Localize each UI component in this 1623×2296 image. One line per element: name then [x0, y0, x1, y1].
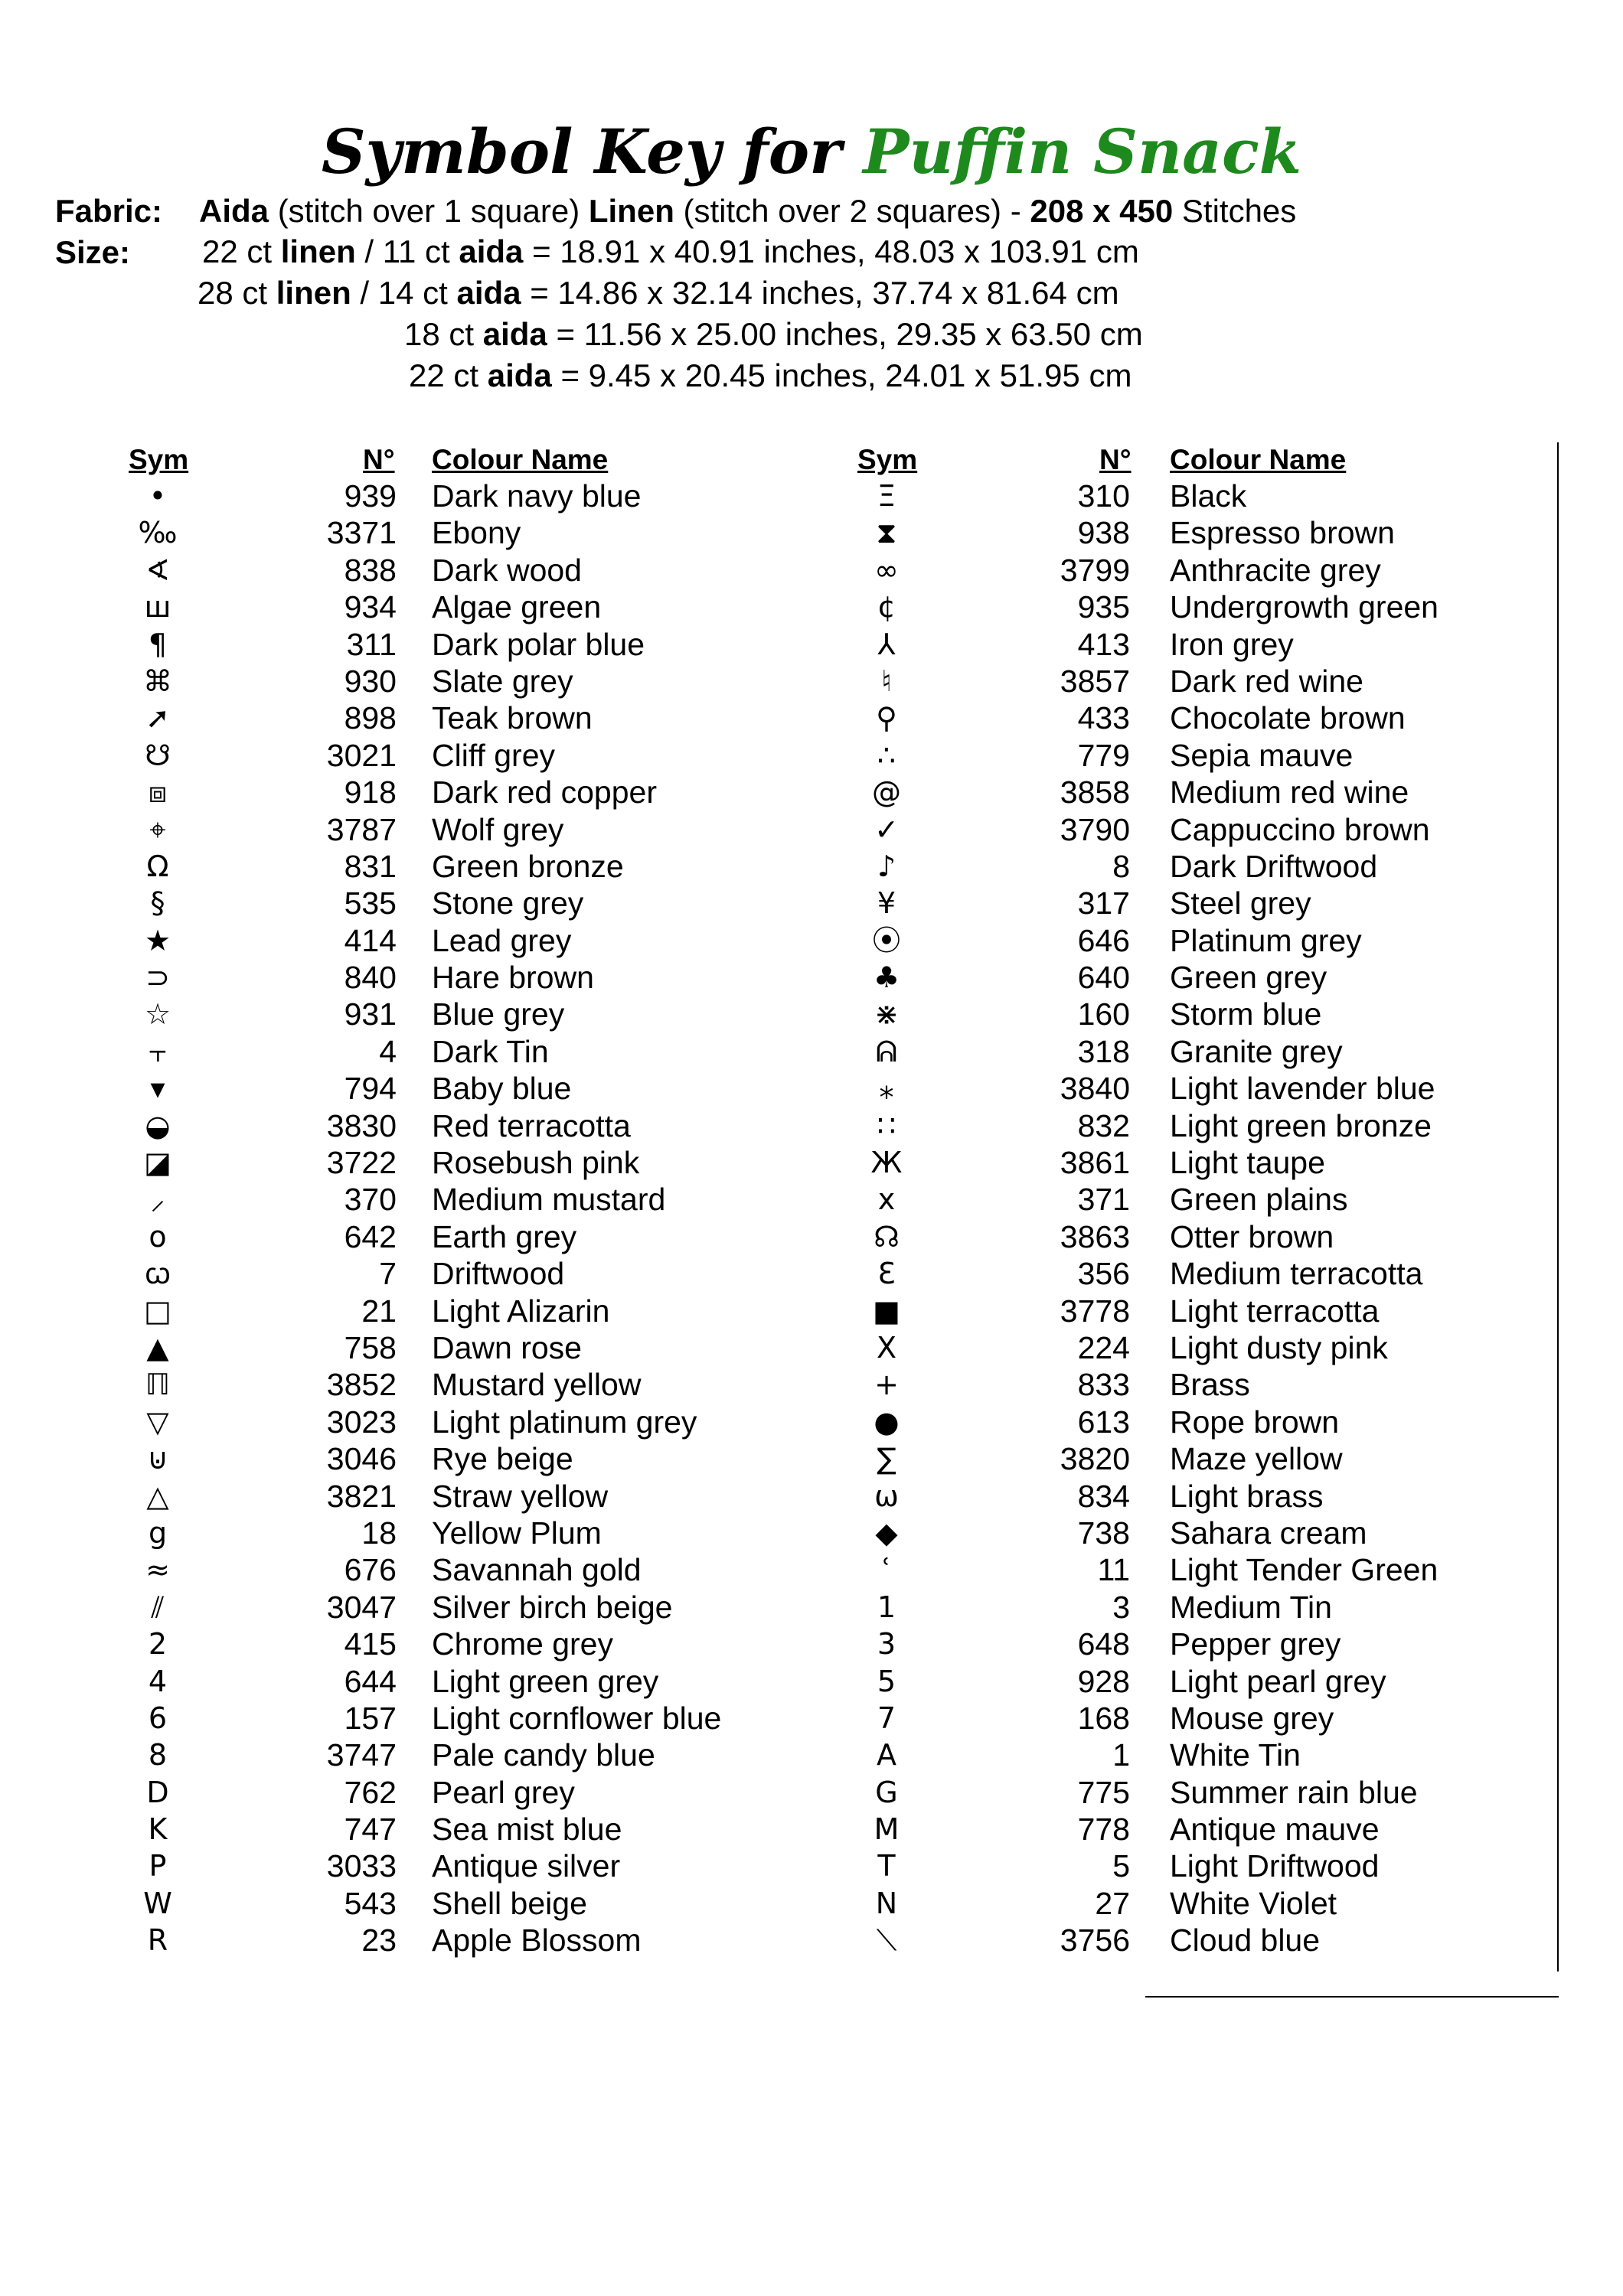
symbol-glyph: ꞷ — [144, 1257, 171, 1291]
colour-name: Green bronze — [432, 848, 624, 884]
symbol-glyph: ¥ — [877, 886, 896, 921]
colour-name: Light Alizarin — [432, 1293, 610, 1329]
colour-name: Platinum grey — [1170, 922, 1362, 958]
thread-number: 370 — [344, 1182, 397, 1218]
symbol-glyph: X — [876, 1330, 897, 1365]
left-header-num: N° — [363, 444, 395, 475]
thread-number: 931 — [344, 996, 397, 1032]
left-header-sym: Sym — [129, 444, 189, 475]
thread-number: 3 — [1112, 1589, 1130, 1625]
thread-number: 935 — [1077, 589, 1130, 625]
thread-number: 3821 — [326, 1478, 397, 1514]
colour-name: Mustard yellow — [432, 1367, 642, 1403]
colour-name: Espresso brown — [1170, 515, 1395, 551]
thread-number: 640 — [1077, 960, 1130, 996]
right-header-sym: Sym — [857, 444, 918, 475]
thread-number: 18 — [361, 1515, 397, 1551]
symbol-glyph: ✓ — [874, 812, 899, 846]
thread-number: 5 — [1112, 1848, 1130, 1884]
symbol-glyph: G — [875, 1775, 898, 1809]
colour-name: Ebony — [432, 515, 521, 551]
symbol-glyph: 6 — [148, 1701, 168, 1735]
thread-number: 778 — [1077, 1812, 1130, 1848]
thread-number: 413 — [1077, 626, 1130, 662]
colour-name: Rosebush pink — [432, 1145, 640, 1181]
symbol-glyph: ➚ — [145, 701, 170, 735]
colour-name: Apple Blossom — [432, 1923, 642, 1958]
thread-number: 918 — [344, 775, 397, 810]
thread-number: 3023 — [326, 1404, 397, 1440]
symbol-glyph: ℿ — [145, 1368, 171, 1402]
symbol-glyph: ʿ — [882, 1553, 891, 1587]
symbol-glyph: Ɛ — [877, 1257, 896, 1291]
thread-number: 543 — [344, 1885, 397, 1921]
colour-name: Chrome grey — [432, 1626, 613, 1662]
symbol-glyph: ⁎ — [879, 1071, 894, 1106]
colour-name: Dark red copper — [432, 775, 657, 810]
colour-name: Savannah gold — [432, 1552, 642, 1588]
symbol-glyph: @ — [872, 775, 901, 810]
symbol-glyph: A — [877, 1738, 896, 1773]
thread-number: 8 — [1112, 848, 1130, 884]
thread-number: 3787 — [326, 811, 397, 847]
colour-name: Pepper grey — [1170, 1626, 1341, 1662]
colour-name: Teak brown — [432, 700, 593, 736]
thread-number: 613 — [1077, 1404, 1130, 1440]
symbol-glyph: ∞ — [874, 553, 899, 587]
colour-name: Rye beige — [432, 1441, 573, 1477]
size-row: 18 ct aida = 11.56 x 25.00 inches, 29.35 x 63.50 cm — [404, 316, 1143, 352]
fabric-aida-note: (stitch over 1 square) — [277, 193, 580, 229]
symbol-glyph: P — [149, 1849, 167, 1883]
thread-number: 3840 — [1060, 1071, 1130, 1107]
symbol-glyph: ◒ — [145, 1108, 171, 1143]
colour-name: Light cornflower blue — [432, 1700, 722, 1736]
thread-number: 168 — [1077, 1700, 1130, 1736]
thread-number: 3033 — [326, 1848, 397, 1884]
colour-name: Antique mauve — [1170, 1812, 1380, 1848]
symbol-glyph: ≈ — [145, 1553, 170, 1587]
thread-number: 11 — [1097, 1552, 1130, 1588]
symbol-glyph: M — [874, 1812, 900, 1847]
thread-number: 535 — [344, 885, 397, 921]
colour-name: Silver birch beige — [432, 1589, 673, 1625]
thread-number: 224 — [1077, 1329, 1130, 1365]
colour-name: Dark Driftwood — [1170, 848, 1378, 884]
colour-name: Granite grey — [1170, 1033, 1343, 1069]
thread-number: 930 — [344, 663, 397, 699]
colour-name: Dark red wine — [1170, 663, 1363, 699]
symbol-glyph: ⸝ — [150, 1182, 165, 1217]
thread-number: 157 — [344, 1700, 397, 1736]
colour-name: Maze yellow — [1170, 1441, 1343, 1477]
symbol-glyph: K — [148, 1812, 168, 1847]
thread-number: 21 — [361, 1293, 397, 1329]
symbol-glyph: ● — [874, 1404, 900, 1439]
symbol-glyph: ⅄ — [877, 627, 896, 661]
fabric-label: Fabric: — [55, 193, 163, 229]
thread-number: 3790 — [1060, 811, 1130, 847]
symbol-glyph: △ — [146, 1479, 169, 1513]
thread-number: 1 — [1112, 1737, 1130, 1773]
symbol-glyph: ᕱ — [875, 1034, 898, 1068]
fabric-line — [55, 190, 1296, 233]
symbol-glyph: ◪ — [144, 1146, 171, 1180]
colour-name: Driftwood — [432, 1256, 565, 1292]
symbol-glyph: Ж — [870, 1146, 903, 1180]
symbol-glyph: Ξ — [877, 479, 896, 513]
colour-name: Storm blue — [1170, 996, 1322, 1032]
colour-name: Red terracotta — [432, 1107, 631, 1143]
symbol-glyph: x — [877, 1182, 896, 1217]
symbol-glyph: ⟍ — [876, 1923, 897, 1958]
colour-name: Green grey — [1170, 960, 1327, 996]
thread-number: 317 — [1077, 885, 1130, 921]
colour-name: Hare brown — [432, 960, 594, 996]
colour-name: Light brass — [1170, 1478, 1324, 1514]
colour-name: Light green grey — [432, 1663, 659, 1699]
thread-number: 676 — [344, 1552, 397, 1588]
colour-name: Light pearl grey — [1170, 1663, 1386, 1699]
symbol-glyph: 5 — [877, 1664, 896, 1698]
symbol-glyph: § — [150, 886, 165, 921]
colour-name: Summer rain blue — [1170, 1774, 1418, 1810]
symbol-glyph: ⌘ — [143, 664, 172, 698]
thread-number: 3756 — [1060, 1923, 1130, 1958]
symbol-glyph: ◆ — [875, 1515, 898, 1550]
colour-name: Dark navy blue — [432, 478, 642, 514]
fabric-linen: Linen — [588, 193, 674, 229]
thread-number: 3830 — [326, 1107, 397, 1143]
symbol-glyph: 3 — [877, 1627, 896, 1662]
thread-number: 23 — [361, 1923, 397, 1958]
title-prefix: Symbol Key for — [321, 116, 842, 188]
page-title — [0, 113, 1623, 190]
thread-number: 3047 — [326, 1589, 397, 1625]
colour-name: Light lavender blue — [1170, 1071, 1435, 1107]
colour-name: Anthracite grey — [1170, 552, 1381, 588]
colour-name: Undergrowth green — [1170, 589, 1438, 625]
thread-number: 834 — [1077, 1478, 1130, 1514]
thread-number: 3861 — [1060, 1145, 1130, 1181]
colour-name: Sea mist blue — [432, 1812, 622, 1848]
thread-number: 415 — [344, 1626, 397, 1662]
colour-name: White Tin — [1170, 1737, 1301, 1773]
symbol-glyph: ■ — [873, 1293, 900, 1328]
symbol-glyph: ∷ — [877, 1108, 896, 1143]
thread-number: 311 — [346, 626, 397, 662]
symbol-glyph: ⧗ — [876, 516, 897, 550]
symbol-glyph: ⚲ — [876, 701, 897, 735]
symbol-glyph: 8 — [148, 1738, 168, 1773]
colour-name: Antique silver — [432, 1848, 621, 1884]
symbol-glyph: ∑ — [877, 1442, 896, 1476]
symbol-glyph: o — [149, 1219, 167, 1254]
symbol-glyph: ☆ — [144, 997, 171, 1032]
colour-name: Dark wood — [432, 552, 582, 588]
thread-number: 648 — [1077, 1626, 1130, 1662]
fabric-linen-note: (stitch over 2 squares) - — [683, 193, 1021, 229]
colour-name: Sepia mauve — [1170, 737, 1354, 773]
symbol-glyph: T — [877, 1849, 896, 1883]
thread-number: 758 — [344, 1329, 397, 1365]
symbol-glyph: ⌖ — [149, 812, 166, 846]
colour-name: Dawn rose — [432, 1329, 582, 1365]
colour-name: Medium terracotta — [1170, 1256, 1423, 1292]
colour-name: Sahara cream — [1170, 1515, 1367, 1551]
thread-number: 3857 — [1060, 663, 1130, 699]
colour-name: Dark polar blue — [432, 626, 645, 662]
symbol-glyph: ★ — [144, 923, 171, 957]
thread-number: 775 — [1077, 1774, 1130, 1810]
colour-name: Cloud blue — [1170, 1923, 1321, 1958]
thread-number: 3852 — [326, 1367, 397, 1403]
symbol-glyph: • — [149, 479, 167, 513]
symbol-glyph: □ — [144, 1293, 171, 1328]
colour-name: Dark Tin — [432, 1033, 549, 1069]
symbol-glyph: ‰ — [138, 516, 178, 550]
thread-number: 840 — [344, 960, 397, 996]
colour-name: Light terracotta — [1170, 1293, 1380, 1329]
symbol-glyph: ⫟ — [149, 1034, 167, 1068]
size-row: 28 ct linen / 14 ct aida = 14.86 x 32.14 inches, 37.74 x 81.64 cm — [198, 275, 1119, 311]
thread-number: 747 — [344, 1812, 397, 1848]
colour-name: Pearl grey — [432, 1774, 575, 1810]
size-row: 22 ct linen / 11 ct aida = 18.91 x 40.91 inches, 48.03 x 103.91 cm — [202, 233, 1139, 269]
symbol-glyph: ∴ — [877, 738, 896, 772]
right-header-name: Colour Name — [1170, 444, 1347, 475]
colour-name: Medium Tin — [1170, 1589, 1332, 1625]
thread-number: 7 — [379, 1256, 397, 1292]
thread-number: 3820 — [1060, 1441, 1130, 1477]
colour-name: Otter brown — [1170, 1218, 1334, 1254]
symbol-glyph: W — [143, 1886, 172, 1920]
thread-number: 3021 — [326, 737, 397, 773]
pattern-name: Puffin Snack — [863, 116, 1302, 188]
colour-name: Medium red wine — [1170, 775, 1409, 810]
colour-name: Lead grey — [432, 922, 572, 958]
thread-number: 939 — [344, 478, 397, 514]
symbol-glyph: Ω — [146, 849, 169, 883]
symbol-glyph: N — [875, 1886, 898, 1920]
symbol-glyph: ♪ — [877, 849, 896, 883]
colour-name: Algae green — [432, 589, 602, 625]
symbol-glyph: ⦿ — [871, 923, 901, 957]
symbol-glyph: ⊃ — [145, 960, 170, 995]
thread-number: 644 — [344, 1663, 397, 1699]
left-header-name: Colour Name — [432, 444, 609, 475]
symbol-glyph: 7 — [877, 1701, 896, 1735]
symbol-glyph: 1 — [877, 1590, 896, 1624]
colour-name: Earth grey — [432, 1218, 577, 1254]
colour-name: Chocolate brown — [1170, 700, 1406, 736]
colour-name: Wolf grey — [432, 811, 564, 847]
thread-number: 3046 — [326, 1441, 397, 1477]
thread-number: 3778 — [1060, 1293, 1130, 1329]
colour-name: Cliff grey — [432, 737, 556, 773]
symbol-glyph: ∢ — [145, 553, 170, 587]
symbol-glyph: D — [146, 1775, 169, 1809]
thread-number: 3747 — [326, 1737, 397, 1773]
colour-name: Light taupe — [1170, 1145, 1325, 1181]
symbol-glyph: ♣ — [873, 960, 900, 995]
colour-name: Blue grey — [432, 996, 565, 1032]
thread-number: 3863 — [1060, 1218, 1130, 1254]
size-label: Size: — [55, 234, 131, 270]
thread-number: 3799 — [1060, 552, 1130, 588]
thread-number: 832 — [1077, 1107, 1130, 1143]
thread-number: 833 — [1077, 1367, 1130, 1403]
colour-name: Yellow Plum — [432, 1515, 602, 1551]
thread-number: 938 — [1077, 515, 1130, 551]
thread-number: 642 — [344, 1218, 397, 1254]
thread-number: 762 — [344, 1774, 397, 1810]
symbol-glyph: ⧈ — [148, 775, 168, 810]
thread-number: 4 — [379, 1033, 397, 1069]
colour-name: Light green bronze — [1170, 1107, 1432, 1143]
thread-number: 3371 — [326, 515, 397, 551]
colour-name: Mouse grey — [1170, 1700, 1334, 1736]
symbol-glyph: ω — [874, 1479, 899, 1513]
thread-number: 898 — [344, 700, 397, 736]
symbol-glyph: ☋ — [145, 738, 171, 772]
colour-name: Black — [1170, 478, 1247, 514]
colour-name: Light dusty pink — [1170, 1329, 1388, 1365]
thread-number: 3722 — [326, 1145, 397, 1181]
symbol-glyph: 4 — [148, 1664, 168, 1698]
thread-number: 738 — [1077, 1515, 1130, 1551]
table-border-right — [1557, 442, 1559, 1971]
symbol-glyph: + — [874, 1368, 899, 1402]
symbol-glyph: ▽ — [146, 1404, 169, 1439]
fabric-aida: Aida — [199, 193, 269, 229]
symbol-glyph: ⋇ — [874, 997, 899, 1032]
thread-number: 831 — [344, 848, 397, 884]
colour-name: Green plains — [1170, 1182, 1348, 1218]
colour-name: Slate grey — [432, 663, 573, 699]
symbol-glyph: g — [148, 1515, 168, 1550]
colour-name: Baby blue — [432, 1071, 572, 1107]
colour-name: Rope brown — [1170, 1404, 1340, 1440]
stitches-label: Stitches — [1181, 193, 1297, 229]
symbol-glyph: ♮ — [881, 664, 892, 698]
thread-number: 318 — [1077, 1033, 1130, 1069]
symbol-glyph: ¶ — [148, 627, 168, 661]
colour-name: Steel grey — [1170, 885, 1311, 921]
thread-number: 838 — [344, 552, 397, 588]
colour-name: Medium mustard — [432, 1182, 666, 1218]
colour-name: Pale candy blue — [432, 1737, 655, 1773]
colour-name: Light Tender Green — [1170, 1552, 1438, 1588]
size-row: 22 ct aida = 9.45 x 20.45 inches, 24.01 x 51.95 cm — [409, 357, 1132, 393]
stitch-count: 208 x 450 — [1030, 193, 1174, 229]
colour-name: Brass — [1170, 1367, 1250, 1403]
thread-number: 928 — [1077, 1663, 1130, 1699]
table-border-bottom — [1145, 1996, 1559, 1998]
thread-number: 160 — [1077, 996, 1130, 1032]
thread-number: 433 — [1077, 700, 1130, 736]
thread-number: 414 — [344, 922, 397, 958]
colour-name: Straw yellow — [432, 1478, 609, 1514]
thread-number: 371 — [1077, 1182, 1130, 1218]
colour-name: Light Driftwood — [1170, 1848, 1380, 1884]
thread-number: 794 — [344, 1071, 397, 1107]
symbol-glyph: 2 — [148, 1627, 168, 1662]
thread-number: 3858 — [1060, 775, 1130, 810]
symbol-glyph: ☊ — [874, 1219, 900, 1254]
thread-number: 934 — [344, 589, 397, 625]
colour-name: Cappuccino brown — [1170, 811, 1430, 847]
symbol-glyph: ш — [144, 590, 171, 625]
thread-number: 310 — [1077, 478, 1130, 514]
colour-name: White Violet — [1170, 1885, 1337, 1921]
thread-number: 646 — [1077, 922, 1130, 958]
symbol-glyph: ▲ — [146, 1330, 169, 1365]
symbol-glyph: ▾ — [150, 1071, 165, 1106]
colour-name: Stone grey — [432, 885, 584, 921]
colour-name: Light platinum grey — [432, 1404, 697, 1440]
symbol-glyph: ¢ — [877, 590, 896, 625]
symbol-glyph: ⫽ — [151, 1590, 165, 1624]
thread-number: 27 — [1095, 1885, 1130, 1921]
right-header-num: N° — [1099, 444, 1132, 475]
colour-name: Iron grey — [1170, 626, 1294, 662]
colour-name: Shell beige — [432, 1885, 587, 1921]
thread-number: 356 — [1077, 1256, 1130, 1292]
thread-number: 779 — [1077, 737, 1130, 773]
symbol-glyph: R — [147, 1923, 168, 1958]
symbol-glyph: ⊍ — [147, 1442, 168, 1476]
